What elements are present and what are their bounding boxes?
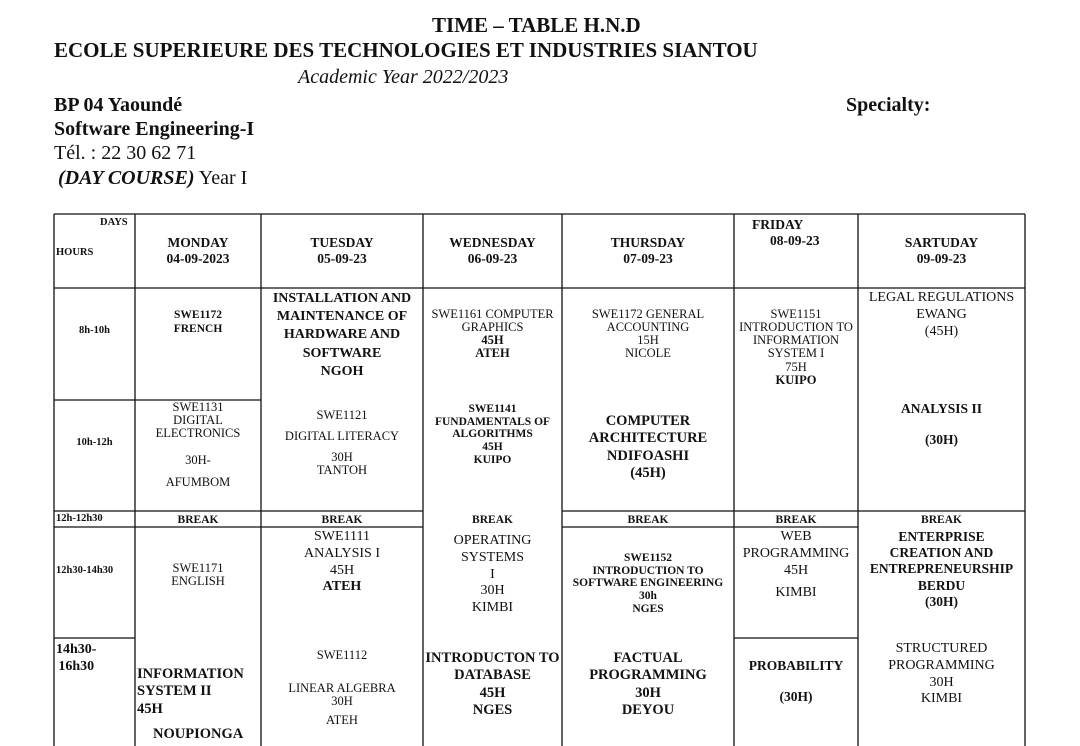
course-slot-saturday-8h: LEGAL REGULATIONS EWANG (45H) — [868, 290, 1015, 339]
specialty-label: Specialty: — [846, 94, 931, 116]
corner-days-label: DAYS — [100, 217, 128, 228]
school-phone: Tél. : 22 30 62 71 — [54, 142, 197, 164]
specialty-name: Software Engineering-I — [54, 118, 255, 140]
course-slot-tuesday-10h: SWE1121 DIGITAL LITERACY 30H TANTOH — [284, 408, 400, 478]
course-slot-monday-8h: SWE1172 FRENCH — [173, 309, 223, 336]
break-label: BREAK — [921, 514, 962, 526]
hour-label: 14h30- 16h30 — [56, 642, 97, 674]
course-slot-monday-10h: SWE1131 DIGITAL ELECTRONICS 30H- AFUMBOM — [155, 400, 241, 489]
course-slot-thursday-10h: COMPUTER ARCHITECTURE NDIFOASHI (45H) — [588, 413, 708, 482]
day-header-friday: FRIDAY 08-09-23 — [752, 217, 820, 249]
day-header-monday: MONDAY 04-09-2023 — [166, 235, 230, 267]
hour-label: 10h-12h — [76, 437, 113, 448]
course-slot-saturday-12h30: ENTERPRISE CREATION AND ENTREPRENEURSHIP BERDU (30H) — [869, 529, 1014, 609]
hour-label: 12h30-14h30 — [56, 565, 114, 576]
break-label: BREAK — [472, 514, 513, 526]
course-slot-wednesday-12h30: OPERATING SYSTEMS I 30H KIMBI — [453, 533, 532, 616]
day-header-tuesday: TUESDAY 05-09-23 — [310, 235, 374, 267]
course-slot-thursday-14h30: FACTUAL PROGRAMMING 30H DEYOU — [589, 650, 707, 719]
hour-label: 12h-12h30 — [56, 513, 103, 524]
break-label: BREAK — [775, 514, 817, 526]
day-header-saturday: SARTUDAY 09-09-23 — [904, 235, 979, 267]
document-title: TIME – TABLE H.N.D — [432, 13, 641, 37]
hour-label: 8h-10h — [79, 325, 110, 336]
course-type: (DAY COURSE) — [58, 167, 195, 189]
day-header-thursday: THURSDAY 07-09-23 — [610, 235, 686, 267]
course-slot-monday-14h30: INFORMATION SYSTEM II 45H NOUPIONGA — [137, 666, 244, 743]
course-slot-friday-12h30: WEB PROGRAMMING 45H KIMBI — [742, 529, 850, 601]
break-label: BREAK — [627, 514, 669, 526]
course-slot-friday-14h30: PROBABILITY (30H) — [748, 658, 844, 704]
course-slot-wednesday-14h30: INTRODUCTON TO DATABASE 45H NGES — [425, 650, 560, 719]
break-label: BREAK — [177, 514, 219, 526]
course-slot-tuesday-8h: INSTALLATION AND MAINTENANCE OF HARDWARE AND SOFTWARE NGOH — [272, 291, 412, 379]
course-slot-monday-12h30: SWE1171 ENGLISH — [171, 561, 225, 589]
course-slot-tuesday-12h30: SWE1111 ANALYSIS I 45H ATEH — [304, 529, 380, 595]
school-name: ECOLE SUPERIEURE DES TECHNOLOGIES ET INDUSTRIES SIANTOU — [54, 38, 758, 62]
course-slot-saturday-10h: ANALYSIS II (30H) — [901, 401, 982, 447]
day-header-wednesday: WEDNESDAY 06-09-23 — [449, 235, 536, 267]
academic-year: Academic Year 2022/2023 — [298, 66, 509, 88]
course-slot-wednesday-10h: SWE1141 FUNDAMENTALS OF ALGORITHMS 45H KUIPO — [434, 403, 551, 466]
corner-hours-label: HOURS — [56, 247, 94, 258]
course-slot-saturday-14h30: STRUCTURED PROGRAMMING 30H KIMBI — [888, 641, 995, 707]
course-slot-thursday-12h30: SWE1152 INTRODUCTION TO SOFTWARE ENGINEERING 30h NGES — [572, 552, 724, 615]
course-slot-friday-8h: SWE1151 INTRODUCTION TO INFORMATION SYSTEM I 75H KUIPO — [739, 307, 853, 387]
course-slot-tuesday-14h30: SWE1112 LINEAR ALGEBRA 30H ATEH — [288, 648, 396, 728]
break-label: BREAK — [321, 514, 363, 526]
school-address: BP 04 Yaoundé — [54, 94, 183, 116]
course-slot-wednesday-8h: SWE1161 COMPUTER GRAPHICS 45H ATEH — [431, 307, 554, 361]
course-slot-thursday-8h: SWE1172 GENERAL ACCOUNTING 15H NICOLE — [591, 307, 705, 361]
course-year: Year I — [194, 167, 248, 189]
